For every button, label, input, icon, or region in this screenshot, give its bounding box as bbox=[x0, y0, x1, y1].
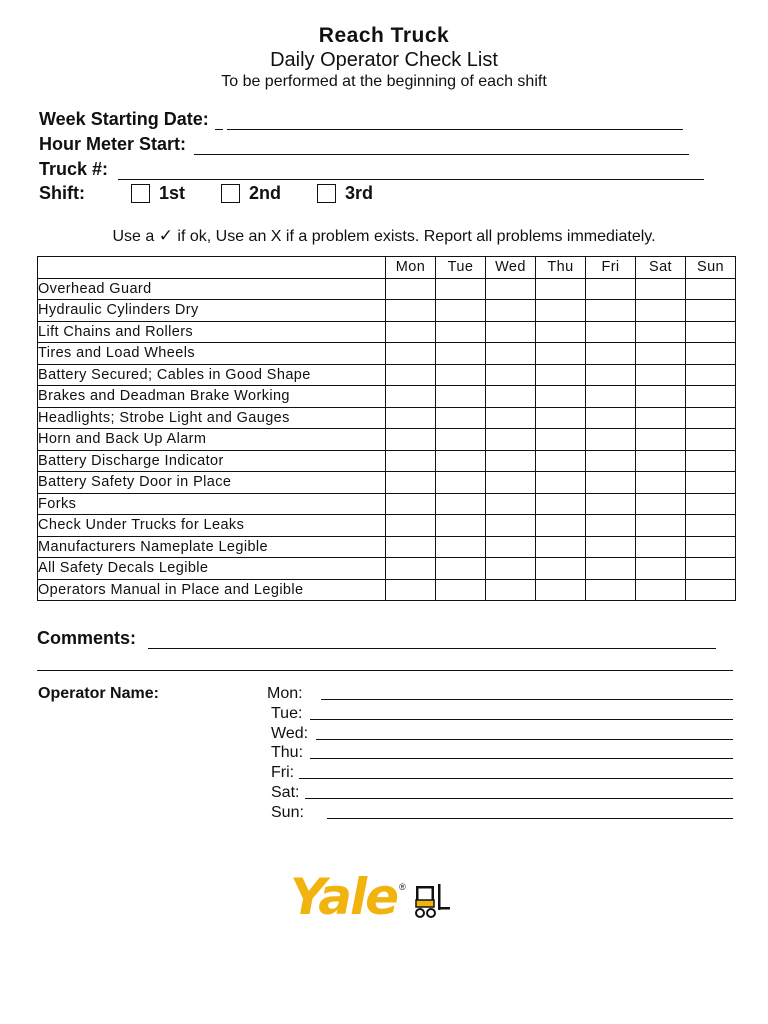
check-cell-wed[interactable] bbox=[486, 300, 536, 322]
check-cell-sun[interactable] bbox=[686, 515, 736, 537]
table-row bbox=[38, 450, 736, 472]
table-row bbox=[38, 386, 736, 408]
check-cell-tue[interactable] bbox=[436, 558, 486, 580]
check-cell-wed[interactable] bbox=[486, 579, 536, 601]
check-cell-wed[interactable] bbox=[486, 343, 536, 365]
check-cell-wed[interactable] bbox=[486, 536, 536, 558]
check-cell-thu[interactable] bbox=[536, 429, 586, 451]
shift-3rd-label: 3rd bbox=[345, 182, 374, 203]
header-day-wed: Wed bbox=[486, 257, 536, 279]
check-cell-tue[interactable] bbox=[436, 321, 486, 343]
operator-day-label: Mon: bbox=[267, 685, 303, 702]
check-cell-thu[interactable] bbox=[536, 343, 586, 365]
check-cell-mon[interactable] bbox=[386, 450, 436, 472]
operator-signature-field[interactable] bbox=[327, 804, 733, 819]
table-row bbox=[38, 579, 736, 601]
table-row bbox=[38, 321, 736, 343]
operator-day-row bbox=[267, 685, 303, 703]
check-cell-sat[interactable] bbox=[636, 450, 686, 472]
operator-name-label: Operator Name: bbox=[38, 685, 159, 702]
operator-signature-field[interactable] bbox=[305, 784, 733, 799]
header-day-sat: Sat bbox=[636, 257, 686, 279]
check-item-label: Hydraulic Cylinders Dry bbox=[38, 300, 386, 322]
check-item-label: Tires and Load Wheels bbox=[38, 343, 386, 365]
check-cell-fri[interactable] bbox=[586, 364, 636, 386]
check-cell-tue[interactable] bbox=[436, 386, 486, 408]
check-cell-fri[interactable] bbox=[586, 429, 636, 451]
operator-signature-field[interactable] bbox=[310, 744, 733, 759]
form-title: Reach Truck bbox=[318, 24, 450, 47]
check-cell-sun[interactable] bbox=[686, 386, 736, 408]
table-header-row bbox=[38, 257, 736, 279]
check-cell-mon[interactable] bbox=[386, 364, 436, 386]
check-cell-sun[interactable] bbox=[686, 300, 736, 322]
check-cell-sat[interactable] bbox=[636, 407, 686, 429]
hour-meter-field[interactable] bbox=[194, 136, 689, 155]
check-item-label: Horn and Back Up Alarm bbox=[38, 429, 386, 451]
check-cell-fri[interactable] bbox=[586, 579, 636, 601]
check-item-label: Forks bbox=[38, 493, 386, 515]
check-item-label: Manufacturers Nameplate Legible bbox=[38, 536, 386, 558]
table-row bbox=[38, 558, 736, 580]
table-row bbox=[38, 364, 736, 386]
instructions-after: if ok, Use an X if a problem exists. Report all problems immediately. bbox=[177, 228, 656, 245]
check-cell-sun[interactable] bbox=[686, 407, 736, 429]
shift-option-2nd[interactable] bbox=[221, 183, 281, 204]
check-item-label: Headlights; Strobe Light and Gauges bbox=[38, 407, 386, 429]
check-cell-thu[interactable] bbox=[536, 278, 586, 300]
check-cell-tue[interactable] bbox=[436, 515, 486, 537]
form-subtitle: Daily Operator Check List bbox=[270, 49, 498, 71]
check-item-label: Operators Manual in Place and Legible bbox=[38, 579, 386, 601]
header-day-tue: Tue bbox=[436, 257, 486, 279]
shift-2nd-label: 2nd bbox=[249, 182, 282, 203]
check-cell-tue[interactable] bbox=[436, 472, 486, 494]
yale-logo bbox=[290, 868, 452, 926]
operator-day-row bbox=[271, 764, 294, 782]
truck-field[interactable] bbox=[118, 161, 704, 180]
shift-1st-checkbox[interactable] bbox=[131, 184, 150, 203]
check-cell-tue[interactable] bbox=[436, 407, 486, 429]
table-row bbox=[38, 429, 736, 451]
check-cell-sun[interactable] bbox=[686, 343, 736, 365]
table-body bbox=[38, 278, 736, 601]
operator-signature-field[interactable] bbox=[299, 764, 733, 779]
week-start-field[interactable] bbox=[227, 111, 683, 130]
check-item-label: Overhead Guard bbox=[38, 278, 386, 300]
check-cell-sat[interactable] bbox=[636, 386, 686, 408]
check-cell-wed[interactable] bbox=[486, 450, 536, 472]
operator-signature-field[interactable] bbox=[316, 725, 733, 740]
check-cell-mon[interactable] bbox=[386, 321, 436, 343]
check-cell-sun[interactable] bbox=[686, 429, 736, 451]
operator-day-row bbox=[271, 705, 302, 723]
check-cell-wed[interactable] bbox=[486, 278, 536, 300]
check-cell-sat[interactable] bbox=[636, 364, 686, 386]
week-start-tick bbox=[215, 111, 223, 130]
check-cell-wed[interactable] bbox=[486, 429, 536, 451]
check-cell-thu[interactable] bbox=[536, 300, 586, 322]
check-cell-fri[interactable] bbox=[586, 515, 636, 537]
check-cell-sat[interactable] bbox=[636, 472, 686, 494]
check-cell-thu[interactable] bbox=[536, 579, 586, 601]
check-cell-thu[interactable] bbox=[536, 515, 586, 537]
check-cell-sat[interactable] bbox=[636, 536, 686, 558]
forklift-icon bbox=[408, 880, 452, 920]
shift-option-1st[interactable] bbox=[131, 183, 185, 204]
check-cell-sat[interactable] bbox=[636, 300, 686, 322]
check-cell-mon[interactable] bbox=[386, 429, 436, 451]
check-cell-thu[interactable] bbox=[536, 386, 586, 408]
check-cell-thu[interactable] bbox=[536, 493, 586, 515]
check-cell-fri[interactable] bbox=[586, 321, 636, 343]
check-cell-tue[interactable] bbox=[436, 493, 486, 515]
check-cell-sun[interactable] bbox=[686, 450, 736, 472]
header-day-sun: Sun bbox=[686, 257, 736, 279]
check-cell-mon[interactable] bbox=[386, 343, 436, 365]
check-cell-fri[interactable] bbox=[586, 558, 636, 580]
instructions-before: Use a bbox=[112, 228, 155, 245]
check-cell-mon[interactable] bbox=[386, 407, 436, 429]
comments-label: Comments: bbox=[37, 628, 137, 648]
table-row bbox=[38, 493, 736, 515]
check-cell-wed[interactable] bbox=[486, 407, 536, 429]
check-cell-sun[interactable] bbox=[686, 536, 736, 558]
check-cell-thu[interactable] bbox=[536, 558, 586, 580]
check-item-label: Battery Safety Door in Place bbox=[38, 472, 386, 494]
truck-row bbox=[39, 156, 704, 180]
instructions bbox=[0, 226, 768, 246]
check-symbol-icon: ✓ bbox=[158, 226, 173, 245]
check-cell-thu[interactable] bbox=[536, 321, 586, 343]
check-cell-fri[interactable] bbox=[586, 407, 636, 429]
header-day-thu: Thu bbox=[536, 257, 586, 279]
check-cell-thu[interactable] bbox=[536, 472, 586, 494]
check-cell-fri[interactable] bbox=[586, 300, 636, 322]
check-cell-wed[interactable] bbox=[486, 321, 536, 343]
check-item-label: All Safety Decals Legible bbox=[38, 558, 386, 580]
check-cell-sat[interactable] bbox=[636, 321, 686, 343]
check-cell-tue[interactable] bbox=[436, 278, 486, 300]
operator-day-row bbox=[271, 744, 303, 762]
check-cell-sat[interactable] bbox=[636, 278, 686, 300]
shift-3rd-checkbox[interactable] bbox=[317, 184, 336, 203]
registered-mark: ® bbox=[399, 882, 406, 892]
check-cell-mon[interactable] bbox=[386, 493, 436, 515]
check-cell-sat[interactable] bbox=[636, 493, 686, 515]
check-cell-thu[interactable] bbox=[536, 364, 586, 386]
check-cell-fri[interactable] bbox=[586, 278, 636, 300]
check-cell-tue[interactable] bbox=[436, 450, 486, 472]
check-cell-tue[interactable] bbox=[436, 579, 486, 601]
check-cell-sun[interactable] bbox=[686, 321, 736, 343]
table-row bbox=[38, 300, 736, 322]
check-cell-wed[interactable] bbox=[486, 364, 536, 386]
check-cell-wed[interactable] bbox=[486, 493, 536, 515]
logo-text: Yale bbox=[290, 868, 398, 926]
check-cell-mon[interactable] bbox=[386, 472, 436, 494]
operator-day-label: Wed: bbox=[271, 724, 309, 742]
hour-meter-row bbox=[39, 131, 689, 155]
form-note: To be performed at the beginning of each shift bbox=[221, 73, 547, 90]
operator-day-row bbox=[271, 725, 308, 743]
check-cell-mon[interactable] bbox=[386, 536, 436, 558]
comments-row bbox=[37, 628, 716, 649]
check-cell-thu[interactable] bbox=[536, 407, 586, 429]
header-day-fri: Fri bbox=[586, 257, 636, 279]
shift-1st-label: 1st bbox=[159, 182, 186, 203]
check-cell-sat[interactable] bbox=[636, 429, 686, 451]
check-cell-fri[interactable] bbox=[586, 386, 636, 408]
check-cell-mon[interactable] bbox=[386, 558, 436, 580]
check-item-label: Battery Discharge Indicator bbox=[38, 450, 386, 472]
check-cell-thu[interactable] bbox=[536, 536, 586, 558]
check-cell-mon[interactable] bbox=[386, 278, 436, 300]
check-item-label: Battery Secured; Cables in Good Shape bbox=[38, 364, 386, 386]
check-cell-sat[interactable] bbox=[636, 515, 686, 537]
operator-day-row bbox=[271, 784, 299, 802]
check-item-label: Brakes and Deadman Brake Working bbox=[38, 386, 386, 408]
check-cell-sat[interactable] bbox=[636, 579, 686, 601]
operator-signature-field[interactable] bbox=[310, 705, 733, 720]
hour-meter-label: Hour Meter Start: bbox=[39, 134, 187, 154]
check-cell-fri[interactable] bbox=[586, 450, 636, 472]
check-cell-mon[interactable] bbox=[386, 579, 436, 601]
comments-field-line-2[interactable] bbox=[37, 670, 733, 671]
check-item-label: Check Under Trucks for Leaks bbox=[38, 515, 386, 537]
table-row bbox=[38, 515, 736, 537]
truck-label: Truck #: bbox=[39, 159, 109, 179]
check-cell-sun[interactable] bbox=[686, 579, 736, 601]
check-cell-tue[interactable] bbox=[436, 536, 486, 558]
shift-label: Shift: bbox=[39, 182, 85, 203]
operator-day-row bbox=[271, 804, 304, 822]
week-start-row bbox=[39, 106, 683, 130]
operator-signature-field[interactable] bbox=[321, 685, 733, 700]
table-row bbox=[38, 536, 736, 558]
check-cell-mon[interactable] bbox=[386, 386, 436, 408]
operator-day-label: Tue: bbox=[271, 704, 303, 722]
check-cell-sat[interactable] bbox=[636, 558, 686, 580]
check-cell-mon[interactable] bbox=[386, 300, 436, 322]
check-cell-sun[interactable] bbox=[686, 493, 736, 515]
shift-option-3rd[interactable] bbox=[317, 183, 373, 204]
comments-field[interactable] bbox=[148, 636, 716, 649]
check-cell-sat[interactable] bbox=[636, 343, 686, 365]
check-cell-thu[interactable] bbox=[536, 450, 586, 472]
check-cell-tue[interactable] bbox=[436, 343, 486, 365]
check-cell-sun[interactable] bbox=[686, 364, 736, 386]
operator-day-label: Thu: bbox=[271, 744, 304, 762]
check-cell-tue[interactable] bbox=[436, 364, 486, 386]
check-cell-sun[interactable] bbox=[686, 278, 736, 300]
table-row bbox=[38, 472, 736, 494]
check-cell-wed[interactable] bbox=[486, 472, 536, 494]
header-blank-cell bbox=[38, 257, 386, 279]
check-cell-mon[interactable] bbox=[386, 515, 436, 537]
shift-2nd-checkbox[interactable] bbox=[221, 184, 240, 203]
week-start-label: Week Starting Date: bbox=[39, 109, 209, 129]
header-day-mon: Mon bbox=[386, 257, 436, 279]
checklist-table bbox=[37, 256, 736, 601]
check-cell-sun[interactable] bbox=[686, 472, 736, 494]
operator-day-label: Sat: bbox=[271, 784, 300, 801]
table-row bbox=[38, 278, 736, 300]
check-cell-tue[interactable] bbox=[436, 300, 486, 322]
check-cell-wed[interactable] bbox=[486, 386, 536, 408]
check-item-label: Lift Chains and Rollers bbox=[38, 321, 386, 343]
table-row bbox=[38, 407, 736, 429]
check-cell-sun[interactable] bbox=[686, 558, 736, 580]
check-cell-fri[interactable] bbox=[586, 472, 636, 494]
check-cell-fri[interactable] bbox=[586, 536, 636, 558]
shift-row bbox=[39, 181, 409, 205]
check-cell-fri[interactable] bbox=[586, 343, 636, 365]
check-cell-tue[interactable] bbox=[436, 429, 486, 451]
check-cell-wed[interactable] bbox=[486, 558, 536, 580]
check-cell-fri[interactable] bbox=[586, 493, 636, 515]
operator-day-label: Fri: bbox=[271, 764, 295, 782]
check-cell-wed[interactable] bbox=[486, 515, 536, 537]
table-row bbox=[38, 343, 736, 365]
operator-day-label: Sun: bbox=[271, 803, 304, 821]
